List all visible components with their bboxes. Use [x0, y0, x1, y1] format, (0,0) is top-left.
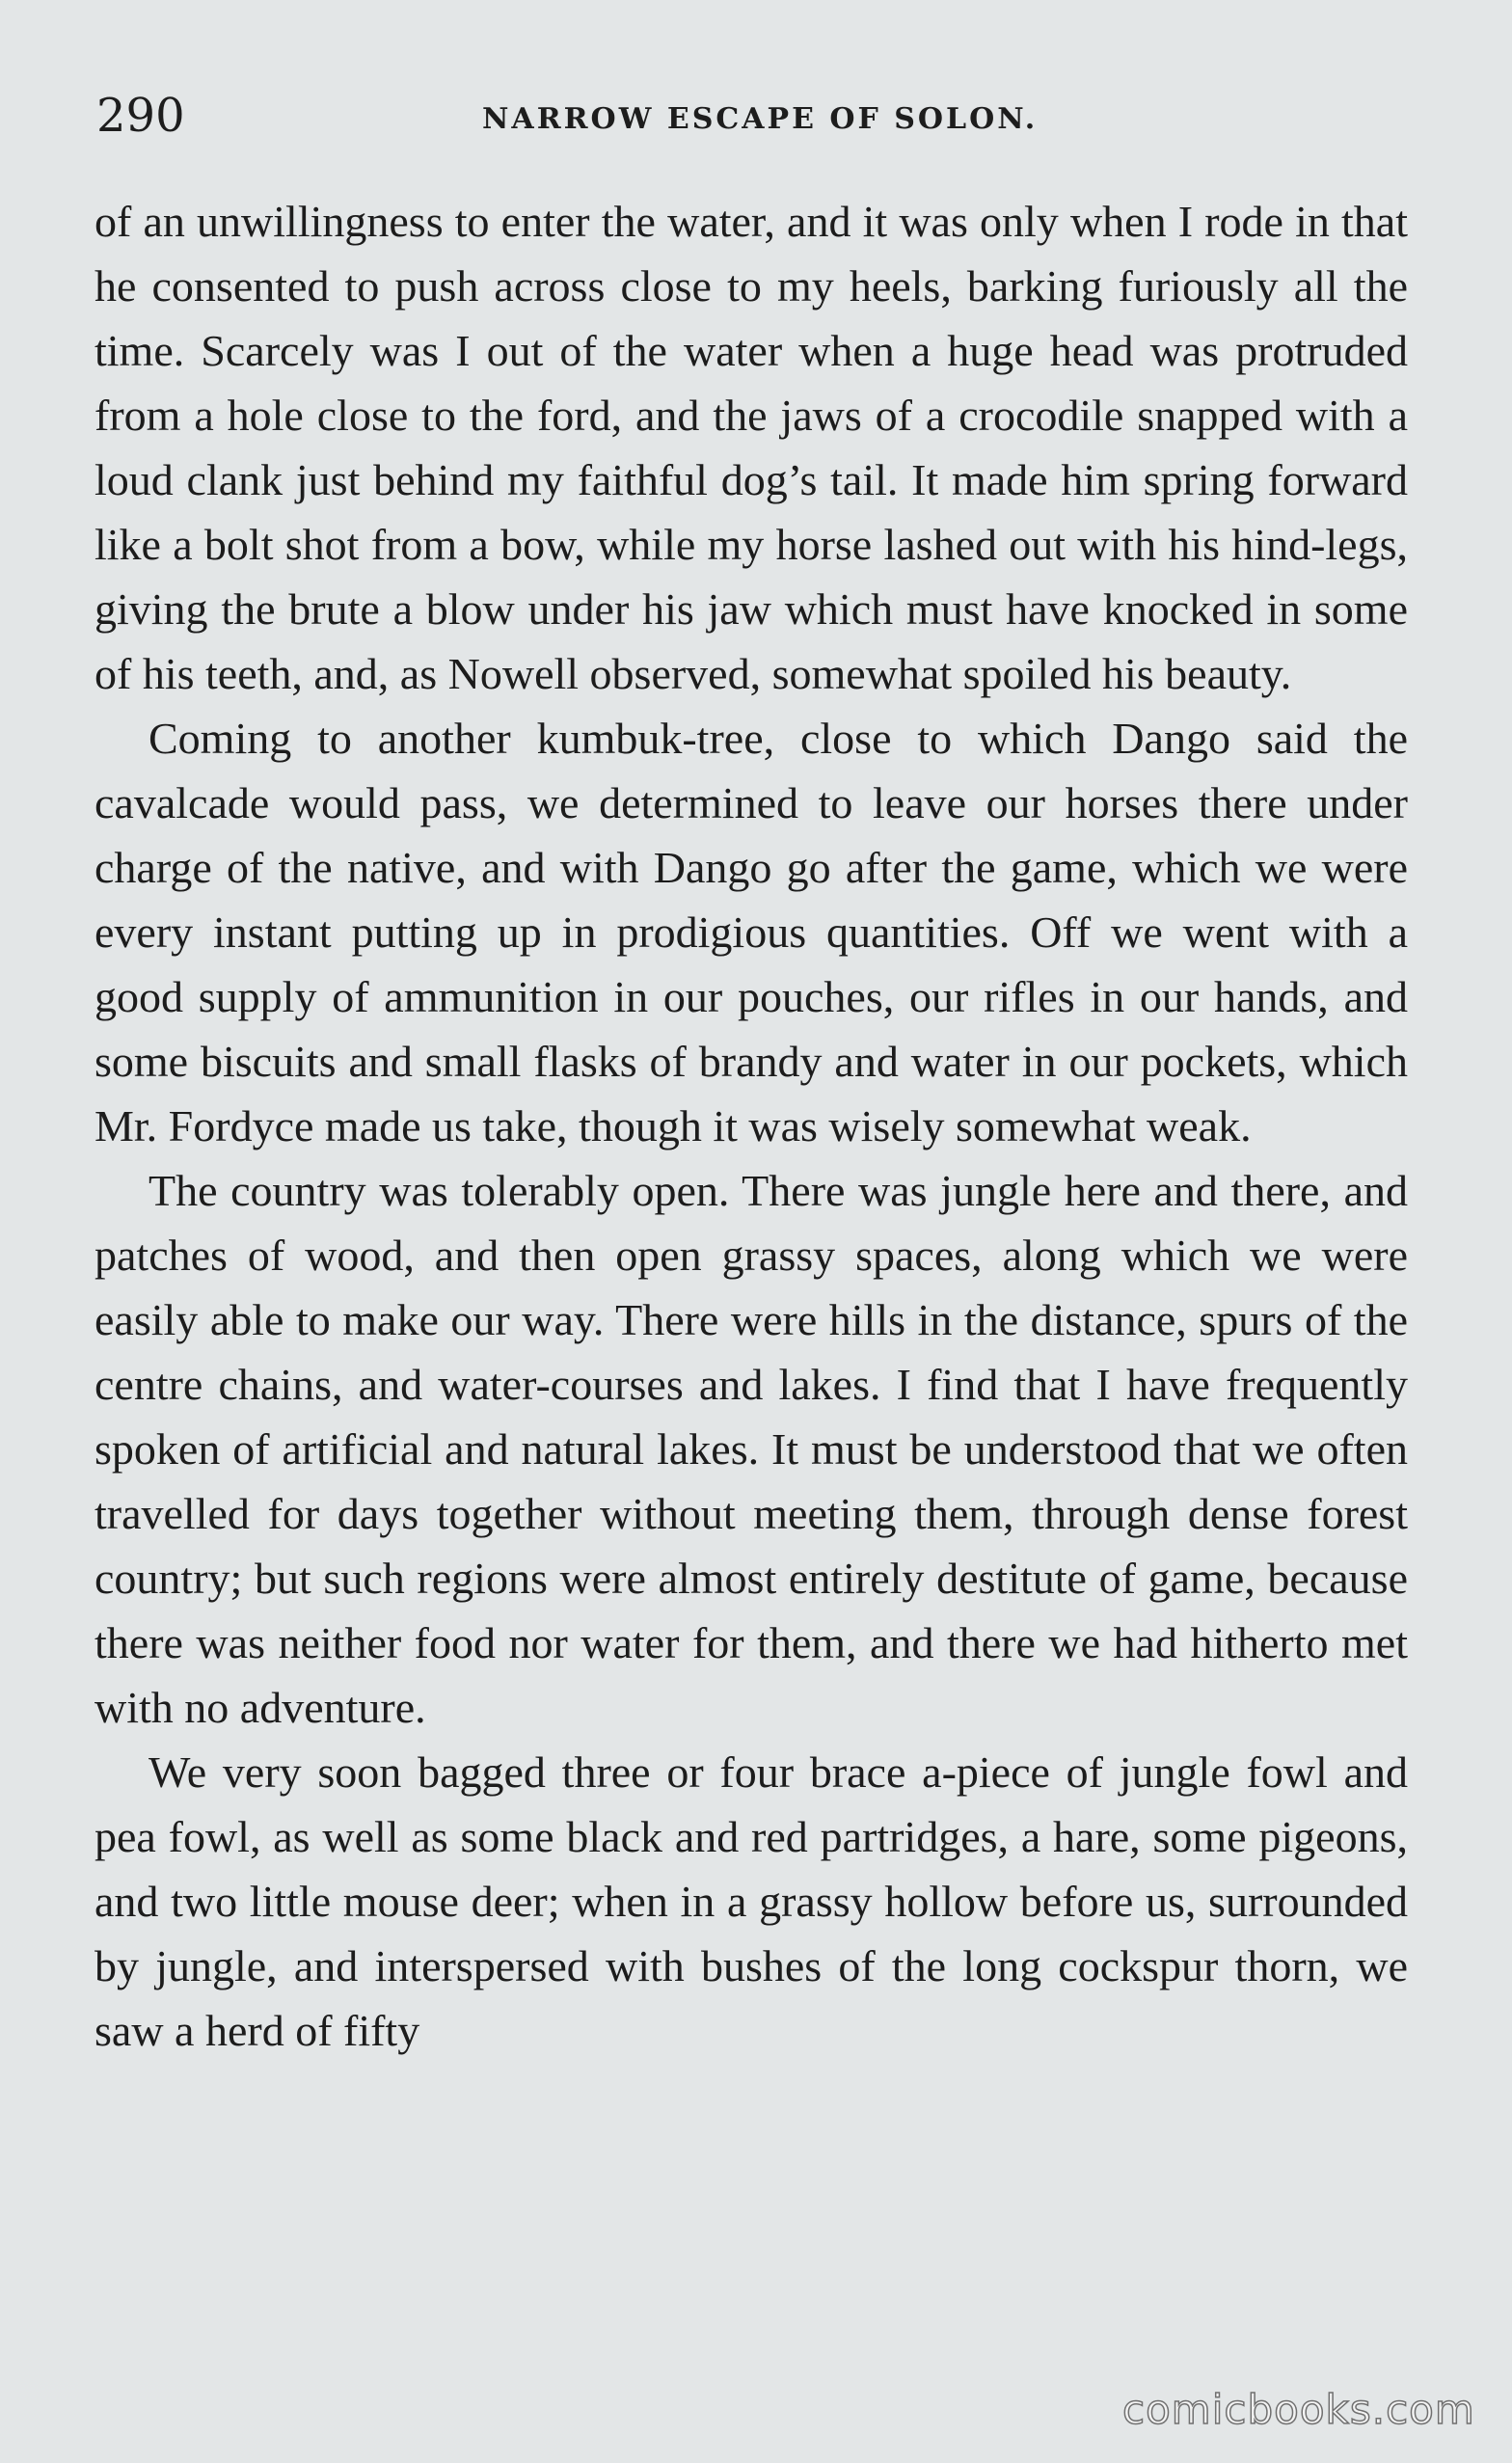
paragraph-1: of an unwillingness to enter the water, and it was only when I rode in that he consented to push across close to my heels, barking furiously all the time. Scarcely was I out of the water when a huge head was protruded from a hole close to the ford, and the jaws of a crocodile snapped with a loud clank just behind my faithful dog’s tail. It made him spring forward like a bolt shot from a bow, while my horse lashed out with his hind-legs, giving the brute a blow under his jaw which must have knocked in some of his teeth, and, as Nowell observed, somewhat spoiled his beauty. [94, 197, 1408, 698]
paragraph-4: We very soon bagged three or four brace a-piece of jungle fowl and pea fowl, as well as some black and red partridges, a hare, some pigeons, and two little mouse deer; when in a grassy hollow before us, surrounded by jungle, and interspersed with bushes of the long cockspur thorn, we saw a herd of fifty [94, 1747, 1408, 2055]
watermark: comicbooks.com [1122, 2386, 1475, 2433]
running-head [96, 89, 1408, 147]
paragraph-2: Coming to another kumbuk-tree, close to which Dango said the cavalcade would pass, we determined to leave our horses there under charge of the native, and with Dango go after the game, which we were every instant putting up in prodigious quantities. Off we went with a good supply of ammunition in our pouches, our rifles in our hands, and some biscuits and small flasks of brandy and water in our pockets, which Mr. Fordyce made us take, though it was wisely somewhat weak. [94, 714, 1408, 1150]
body-text [94, 189, 1408, 2063]
paragraph-3: The country was tolerably open. There was jungle here and there, and patches of wood, and then open grassy spaces, along which we were easily able to make our way. There were hills in the distance, spurs of the centre chains, and water-courses and lakes. I find that I have frequently spoken of artificial and natural lakes. It must be understood that we often travelled for days together without meeting them, through dense forest country; but such regions were almost entirely destitute of game, because there was neither food nor water for them, and there we had hitherto met with no adventure. [94, 1166, 1408, 1732]
page-number: 290 [96, 89, 185, 143]
chapter-header-title: NARROW ESCAPE OF SOLON. [482, 102, 1039, 136]
